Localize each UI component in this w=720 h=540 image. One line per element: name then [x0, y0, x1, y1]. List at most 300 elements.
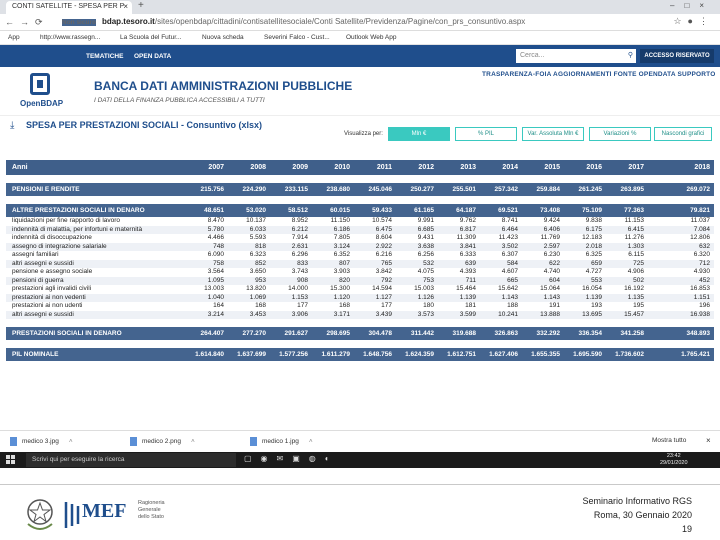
cell-value: 2.018 — [585, 242, 602, 250]
url-field[interactable] — [62, 17, 525, 26]
cell-value: 6.186 — [333, 225, 350, 233]
cell-value: 1.151 — [693, 293, 710, 301]
cell-value: 277.270 — [242, 330, 266, 337]
cell-value: 1.143 — [501, 293, 518, 301]
cell-value: 16.938 — [690, 310, 710, 318]
cell-value: 193 — [591, 302, 602, 309]
bookmark-item[interactable]: http://www.rassegn... — [40, 34, 101, 41]
cell-value: 15.300 — [330, 285, 350, 292]
url-host: bdap.tesoro.it — [101, 17, 155, 26]
row-gap — [6, 340, 714, 348]
cell-value: 255.501 — [452, 186, 476, 193]
cell-value: 1.040 — [207, 293, 224, 301]
view-variazioni-button[interactable]: Variazioni % — [589, 127, 651, 141]
cell-value: 15.457 — [624, 310, 644, 318]
cell-value: 304.478 — [368, 330, 392, 337]
row-gap — [6, 319, 714, 327]
cell-value: 291.627 — [284, 330, 308, 337]
cell-value: 639 — [465, 259, 476, 267]
cell-value: 77.363 — [624, 207, 644, 214]
cell-value: 12.183 — [582, 234, 602, 241]
new-tab-icon[interactable]: + — [138, 0, 144, 11]
search-input[interactable] — [516, 49, 636, 63]
top-links[interactable]: TRASPARENZA-FOIA AGGIORNAMENTI FONTE OPENDATA SUPPORTO — [482, 71, 716, 78]
cell-value: 1.143 — [543, 293, 560, 301]
cell-value: 4.075 — [417, 268, 434, 275]
cell-value: 659 — [591, 259, 602, 267]
cell-value: 73.408 — [540, 207, 560, 214]
cell-value: 502 — [633, 276, 644, 284]
cell-value: 765 — [381, 259, 392, 267]
row-label: prestazioni ai non vedenti — [12, 293, 86, 301]
cell-value: 1.612.751 — [447, 351, 476, 358]
cell-value: 1.637.699 — [237, 351, 266, 358]
cell-value: 263.895 — [620, 186, 644, 193]
cell-value: 11.037 — [690, 217, 710, 224]
italian-emblem-icon — [22, 494, 58, 534]
cell-value: 3.171 — [333, 310, 350, 318]
cell-value: 233.115 — [284, 186, 308, 193]
cell-value: 10.137 — [246, 217, 266, 224]
cell-value: 5.593 — [249, 234, 266, 241]
row-label: PENSIONI E RENDITE — [12, 186, 80, 193]
chevron-up-icon[interactable]: ˄ — [191, 438, 195, 446]
cell-value: 215.756 — [200, 186, 224, 193]
address-bar[interactable] — [0, 14, 720, 31]
cell-value: 58.512 — [288, 207, 308, 214]
site-title: BANCA DATI AMMINISTRAZIONI PUBBLICHE — [94, 79, 353, 93]
cell-value: 64.187 — [456, 207, 476, 214]
cell-value: 13.003 — [204, 285, 224, 292]
table-row — [6, 243, 714, 252]
cell-value: 6.464 — [501, 225, 518, 233]
bookmark-item[interactable]: Severini Falco - Cust... — [264, 34, 330, 41]
cell-value: 48.651 — [204, 207, 224, 214]
table-row-pil — [6, 348, 714, 361]
cell-value: 177 — [381, 302, 392, 309]
cell-value: 1.624.359 — [405, 351, 434, 358]
cell-value: 852 — [255, 259, 266, 267]
cell-value: 3.841 — [459, 242, 476, 250]
cell-value: 3.903 — [333, 268, 350, 275]
cell-value: 326.863 — [494, 330, 518, 337]
window-controls-icon[interactable]: –□× — [670, 1, 714, 10]
table-header-row — [6, 160, 714, 175]
cell-value: 188 — [507, 302, 518, 309]
row-label: indennità di malattia, per infortuni e maternità — [12, 225, 143, 233]
table-row — [6, 268, 714, 277]
cell-value: 336.354 — [578, 330, 602, 337]
cell-value: 2016 — [586, 164, 602, 171]
bookmark-item[interactable]: Outlook Web App — [346, 34, 397, 41]
cell-value: 257.342 — [494, 186, 518, 193]
taskbar-search[interactable] — [26, 453, 236, 467]
cell-value: 6.230 — [543, 251, 560, 258]
cell-value: 2.597 — [543, 242, 560, 250]
cell-value: 1.611.279 — [321, 351, 350, 358]
extension-icons[interactable]: ☆●⋮ — [673, 16, 714, 26]
login-button[interactable]: ACCESSO RISERVATO — [640, 49, 714, 63]
cell-value: 2017 — [628, 164, 644, 171]
cell-value: 6.033 — [249, 225, 266, 233]
close-icon[interactable]: × — [123, 2, 128, 11]
cell-value: 11.309 — [456, 234, 476, 241]
download-filename: medico 1.jpg — [262, 438, 299, 446]
cell-value: 584 — [507, 259, 518, 267]
cell-value: 1.627.406 — [489, 351, 518, 358]
cell-value: 14.000 — [288, 285, 308, 292]
cell-value: 2009 — [292, 164, 308, 171]
browser-tabbar — [0, 0, 720, 14]
row-gap — [6, 175, 714, 183]
cell-value: 3.214 — [207, 310, 224, 318]
download-item[interactable] — [10, 437, 73, 446]
taskbar — [0, 452, 720, 468]
cell-value: 711 — [465, 276, 476, 284]
cell-value: 1.127 — [375, 293, 392, 301]
cell-value: 6.307 — [501, 251, 518, 258]
table-row — [6, 234, 714, 243]
cell-value: 15.464 — [456, 285, 476, 292]
cell-value: 4.727 — [585, 268, 602, 275]
table-row-prestazioni — [6, 327, 714, 340]
clock-time: 23:42 — [666, 453, 681, 459]
cell-value: 3.439 — [375, 310, 392, 318]
tab-title: CONTI SATELLITE - SPESA PER P — [12, 3, 125, 10]
row-label: indennità di disoccupazione — [12, 234, 92, 241]
download-item[interactable] — [250, 437, 313, 446]
cell-value: 332.292 — [536, 330, 560, 337]
cell-value: 632 — [699, 242, 710, 250]
cell-value: 11.150 — [330, 217, 350, 224]
view-pil-button[interactable]: % PIL — [455, 127, 517, 141]
row-label: PRESTAZIONI SOCIALI IN DENARO — [12, 330, 122, 337]
cell-value: 69.521 — [498, 207, 518, 214]
view-var-assoluta-button[interactable]: Var. Assoluta Mln € — [522, 127, 584, 141]
table-row-pensioni — [6, 183, 714, 196]
download-filename: medico 2.png — [142, 438, 182, 446]
download-bar — [0, 430, 720, 452]
search-icon[interactable]: ⚲ — [627, 52, 633, 59]
cell-value: 5.780 — [207, 225, 224, 233]
cell-value: 16.853 — [690, 285, 710, 292]
cell-value: 2013 — [460, 164, 476, 171]
cell-value: 16.054 — [582, 285, 602, 292]
cell-value: 261.245 — [578, 186, 602, 193]
table-row — [6, 217, 714, 226]
site-nav — [0, 45, 720, 67]
cell-value: 14.594 — [372, 285, 392, 292]
cell-value: 725 — [633, 259, 644, 267]
cell-value: 311.442 — [410, 330, 434, 337]
cell-value: 1.695.590 — [573, 351, 602, 358]
cell-value: 665 — [507, 276, 518, 284]
cell-value: 3.638 — [417, 242, 434, 250]
cell-value: 4.466 — [207, 234, 224, 241]
download-item[interactable] — [130, 437, 195, 446]
cell-value: 15.003 — [414, 285, 434, 292]
cell-value: 259.884 — [536, 186, 560, 193]
cell-value: 6.685 — [417, 225, 434, 233]
clock-date: 29/01/2020 — [660, 460, 688, 466]
cell-value: 11.276 — [624, 234, 644, 241]
data-table — [6, 160, 714, 361]
cell-value: 11.423 — [498, 234, 518, 241]
cell-value: 164 — [213, 302, 224, 309]
cell-value: 2018 — [694, 164, 710, 171]
cell-value: 2014 — [502, 164, 518, 171]
table-row-altre — [6, 204, 714, 217]
file-icon — [130, 437, 137, 446]
cell-value: 2010 — [334, 164, 350, 171]
table-row — [6, 285, 714, 294]
cell-value: 1.126 — [417, 293, 434, 301]
file-icon — [10, 437, 17, 446]
cell-value: 2.631 — [291, 242, 308, 250]
cell-value: 181 — [465, 302, 476, 309]
cell-value: 180 — [423, 302, 434, 309]
windows-start-icon[interactable] — [6, 455, 16, 465]
row-label: pensione e assegno sociale — [12, 268, 93, 275]
row-gap — [6, 196, 714, 204]
nav-tematiche[interactable]: TEMATICHE — [86, 53, 124, 60]
cell-value: 3.842 — [375, 268, 392, 275]
cell-value: 238.680 — [326, 186, 350, 193]
cell-value: 60.015 — [330, 207, 350, 214]
cell-value: 820 — [339, 276, 350, 284]
cell-value: 1.139 — [459, 293, 476, 301]
cell-value: 1.303 — [627, 242, 644, 250]
cell-value: 6.175 — [585, 225, 602, 233]
openbdap-logo[interactable] — [20, 73, 64, 109]
cell-value: 7.084 — [693, 225, 710, 233]
cell-value: 8.604 — [375, 234, 392, 241]
cell-value: 3.743 — [291, 268, 308, 275]
cell-value: 1.736.602 — [615, 351, 644, 358]
cell-value: 6.325 — [585, 251, 602, 258]
cell-value: 3.599 — [459, 310, 476, 318]
cell-value: 11.153 — [624, 217, 644, 224]
cell-value: 553 — [591, 276, 602, 284]
cell-value: 168 — [339, 302, 350, 309]
cell-value: 3.564 — [207, 268, 224, 275]
bookmark-item[interactable]: Nuova scheda — [202, 34, 244, 41]
row-label: altri assegni e sussidi — [12, 259, 74, 267]
cell-value: 59.433 — [372, 207, 392, 214]
page-title[interactable]: SPESA PER PRESTAZIONI SOCIALI - Consuntivo (xlsx) — [26, 120, 263, 130]
row-label: prestazioni ai non udenti — [12, 302, 83, 309]
mef-text: MEF — [82, 500, 127, 522]
site-header — [0, 67, 720, 115]
cell-value: 1.655.355 — [531, 351, 560, 358]
cell-value: 6.352 — [333, 251, 350, 258]
table-row — [6, 260, 714, 269]
cell-value: 1.577.256 — [279, 351, 308, 358]
cell-value: 7.914 — [291, 234, 308, 241]
cell-value: 6.415 — [627, 225, 644, 233]
cell-value: 1.765.421 — [681, 351, 710, 358]
cell-value: 8.741 — [501, 217, 518, 224]
file-icon — [250, 437, 257, 446]
cell-value: 8.470 — [207, 217, 224, 224]
cell-value: 168 — [255, 302, 266, 309]
nav-arrows-icon[interactable]: ←→⟳ — [5, 17, 49, 27]
cell-value: 177 — [297, 302, 308, 309]
cell-value: 9.838 — [585, 217, 602, 224]
cell-value: 6.115 — [628, 251, 644, 258]
cell-value: 9.991 — [417, 217, 434, 224]
cell-value: 11.769 — [540, 234, 560, 241]
footer-divider — [0, 484, 720, 485]
view-mln-button[interactable]: Mln € — [388, 127, 450, 141]
bookmark-item[interactable]: App — [8, 34, 20, 41]
table-row — [6, 226, 714, 235]
cell-value: 6.323 — [249, 251, 266, 258]
cell-value: 712 — [699, 259, 710, 267]
cell-value: 2015 — [544, 164, 560, 171]
table-row — [6, 294, 714, 303]
cell-value: 3.573 — [417, 310, 434, 318]
seminar-title: Seminario Informativo RGS — [582, 496, 692, 506]
taskbar-app-icons[interactable]: ▢◉✉▣◍◐ — [244, 454, 339, 463]
cell-value: 348.893 — [686, 330, 710, 337]
row-label: assegno di integrazione salariale — [12, 242, 107, 250]
cell-value: 3.502 — [501, 242, 518, 250]
bookmark-item[interactable]: La Scuola del Futur... — [120, 34, 182, 41]
mef-logo — [62, 494, 170, 534]
cell-value: 9.762 — [459, 217, 476, 224]
cell-value: 7.805 — [333, 234, 350, 241]
seminar-date: Roma, 30 Gennaio 2020 — [593, 510, 692, 520]
cell-value: 250.277 — [410, 186, 434, 193]
cell-value: 6.320 — [693, 251, 710, 258]
cell-value: 753 — [423, 276, 434, 284]
mef-caption: Ragioneria Generale dello Stato — [138, 500, 165, 520]
cell-value: 15.064 — [540, 285, 560, 292]
cell-value: 1.095 — [207, 276, 224, 284]
cell-value: 604 — [549, 276, 560, 284]
row-label: pensioni di guerra — [12, 276, 64, 284]
cell-value: 807 — [339, 259, 350, 267]
cell-value: 3.453 — [249, 310, 266, 318]
chevron-up-icon[interactable]: ˄ — [308, 438, 313, 446]
search-placeholder: Cerca... — [520, 52, 545, 59]
hide-charts-button[interactable]: Nascondi grafici — [654, 127, 712, 141]
cell-value: 245.046 — [368, 186, 392, 193]
cell-value: 61.165 — [414, 207, 434, 214]
cell-value: 4.607 — [501, 268, 518, 275]
page-title-row — [0, 115, 720, 145]
cell-value: 3.124 — [333, 242, 350, 250]
table-row — [6, 251, 714, 260]
close-icon[interactable]: × — [706, 436, 711, 445]
cell-value: 953 — [255, 276, 266, 284]
cell-value: 4.930 — [693, 268, 710, 275]
cell-value: 6.406 — [543, 225, 560, 233]
cell-value: 748 — [213, 242, 224, 250]
cell-value: 12.806 — [690, 234, 710, 241]
cell-value: 452 — [699, 276, 710, 284]
logo-mark-icon — [30, 73, 50, 95]
cell-value: 15.642 — [498, 285, 518, 292]
cell-value: 196 — [699, 302, 710, 309]
cell-value: 6.333 — [459, 251, 476, 258]
logo-text: OpenBDAP — [20, 99, 64, 108]
cell-value: 9.431 — [417, 234, 434, 241]
cell-value: 13.888 — [540, 310, 560, 318]
url-path: /sites/openbdap/cittadini/contisatellitesociale/Conti Satellite/Previdenza/Pagine/con_prs_consuntivo.aspx — [154, 17, 526, 26]
cell-value: 6.817 — [459, 225, 476, 233]
cell-value: 908 — [297, 276, 308, 284]
cell-value: 6.475 — [375, 225, 392, 233]
cell-value: 758 — [213, 259, 224, 267]
download-icon[interactable]: ⤓ — [10, 120, 15, 131]
cell-value: 622 — [549, 259, 560, 267]
cell-value: 341.258 — [620, 330, 644, 337]
table-row — [6, 277, 714, 286]
cell-value: 792 — [381, 276, 392, 284]
row-label: assegni familiari — [12, 251, 59, 258]
cell-value: 1.135 — [627, 293, 644, 301]
cell-value: 4.906 — [627, 268, 644, 275]
cell-value: 16.192 — [624, 285, 644, 292]
show-all-link[interactable]: Mostra tutto — [652, 437, 687, 444]
cell-value: 79.821 — [690, 207, 710, 214]
cell-value: 1.120 — [333, 293, 350, 301]
cell-value: 1.614.840 — [195, 351, 224, 358]
cell-value: 6.090 — [207, 251, 224, 258]
cell-value: 818 — [255, 242, 266, 250]
table-row — [6, 311, 714, 320]
taskbar-clock[interactable] — [660, 453, 688, 467]
chevron-up-icon[interactable]: ˄ — [68, 438, 73, 446]
row-label: PIL NOMINALE — [12, 351, 59, 358]
cell-value: 191 — [549, 302, 560, 309]
nav-open-data[interactable]: OPEN DATA — [134, 53, 172, 60]
visualizza-label: Visualizza per: — [344, 131, 383, 137]
cell-value: 532 — [423, 259, 434, 267]
cell-value: 6.212 — [291, 225, 308, 233]
cell-value: 13.695 — [582, 310, 602, 318]
cell-value: 298.695 — [326, 330, 350, 337]
cell-value: 53.020 — [246, 207, 266, 214]
cell-value: 319.688 — [452, 330, 476, 337]
taskbar-search-text: Scrivi qui per eseguire la ricerca — [32, 456, 125, 463]
cell-value: 6.256 — [417, 251, 434, 258]
row-label: Anni — [12, 164, 28, 171]
cell-value: 10.574 — [372, 217, 392, 224]
row-label: altri assegni e sussidi — [12, 310, 74, 318]
download-filename: medico 3.jpg — [22, 438, 59, 446]
cell-value: 6.216 — [375, 251, 392, 258]
cell-value: 4.393 — [459, 268, 476, 275]
cell-value: 2011 — [376, 164, 392, 171]
cell-value: 2012 — [418, 164, 434, 171]
cell-value: 2008 — [250, 164, 266, 171]
table-row — [6, 302, 714, 311]
cell-value: 2007 — [208, 164, 224, 171]
cell-value: 1.153 — [291, 293, 308, 301]
site-subtitle: I DATI DELLA FINANZA PUBBLICA ACCESSIBILI A TUTTI — [94, 97, 265, 104]
cell-value: 195 — [633, 302, 644, 309]
cell-value: 269.072 — [686, 186, 710, 193]
row-label: liquidazioni per fine rapporto di lavoro — [12, 217, 121, 224]
cell-value: 833 — [297, 259, 308, 267]
browser-tab[interactable] — [6, 1, 132, 14]
bookmarks-bar — [0, 31, 720, 45]
url-security: Non sicuro — [62, 19, 96, 26]
slide-caption — [582, 494, 692, 536]
